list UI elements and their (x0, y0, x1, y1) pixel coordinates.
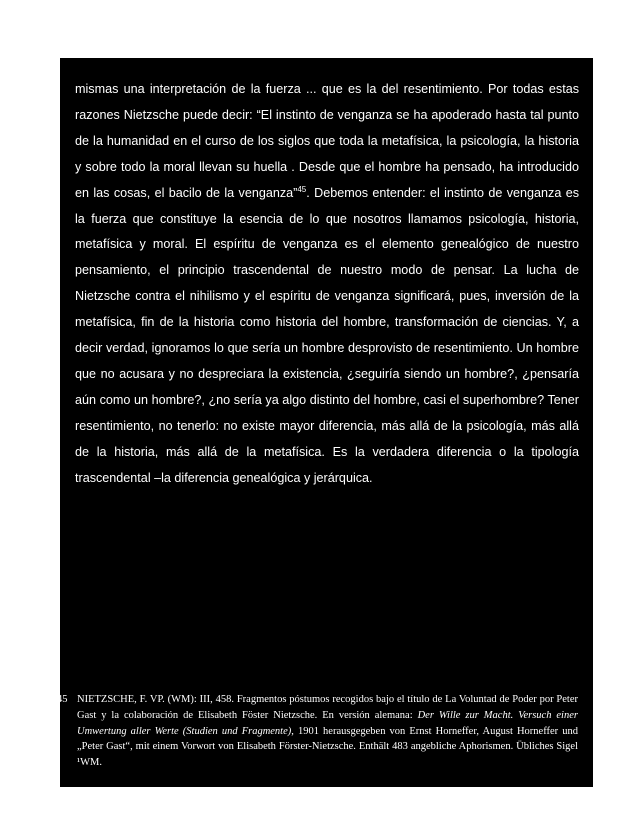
footnote-reference[interactable]: 45 (297, 184, 307, 194)
body-text-before-ref: mismas una interpretación de la fuerza ... que es la del resentimiento. Por todas estas razones Nietzsche puede decir: “El instinto de venganza se ha apoderado hasta tal punto de la humanidad en el curso de los siglos que toda la metafísica, la psicología, la historia y sobre todo la moral llevan su huella . Desde que el hombre ha pensado, ha introducido en las cosas, el bacilo de la venganza” (75, 82, 579, 200)
footnote (57, 692, 578, 771)
document-page (57, 58, 593, 787)
footnote-text (60, 692, 578, 771)
footnote-text-start: NIETZSCHE, F. VP. (WM): III, 458. Fragmentos póstumos recogidos bajo el título de La Voluntad de Poder por Peter Gast y la colaboración de Elisabeth Föster Nietzsche. En versión alemana: (77, 694, 578, 721)
footnote-title: Der Wille zur Macht. Versuch einer Umwertung aller Werte (Studien und Fragmente) (77, 709, 578, 737)
footnote-text-end: , 1901 herausgegeben von Ernst Horneffer, August Horneffer und „Peter Gast“, mit einem Vorwort von Elisabeth Förster-Nietzsche. Enthält 483 angebliche Aphorismen. Übliches Sigel ¹WM. (77, 725, 578, 769)
body-paragraph (75, 77, 579, 492)
footnote-number: 45 (57, 694, 68, 705)
body-text-after-ref: . Debemos entender: el instinto de venganza es la fuerza que constituye la esencia de lo que nosotros llamamos psicología, historia, metafísica y moral. El espíritu de venganza es el elemento genealógico de nuestro pensamiento, el principio trascendental de nuestro modo de pensar. La lucha de Nietzsche contra el nihilismo y el espíritu de venganza significará, pues, inversión de la metafísica, fin de la historia como historia del hombre, transformación de ciencias. Y, a decir verdad, ignoramos lo que sería un hombre desprovisto de resentimiento. Un hombre que no acusara y no despreciara la existencia, ¿seguiría siendo un hombre?, ¿pensaría aún como un hombre?, ¿no sería ya algo distinto del hombre, casi el superhombre? Tener resentimiento, no tenerlo: no existe mayor diferencia, más allá de la psicología, más allá de la historia, más allá de la metafísica. Es la verdadera diferencia o la tipología trascendental –la diferencia genealógica y jerárquica. (75, 185, 579, 485)
